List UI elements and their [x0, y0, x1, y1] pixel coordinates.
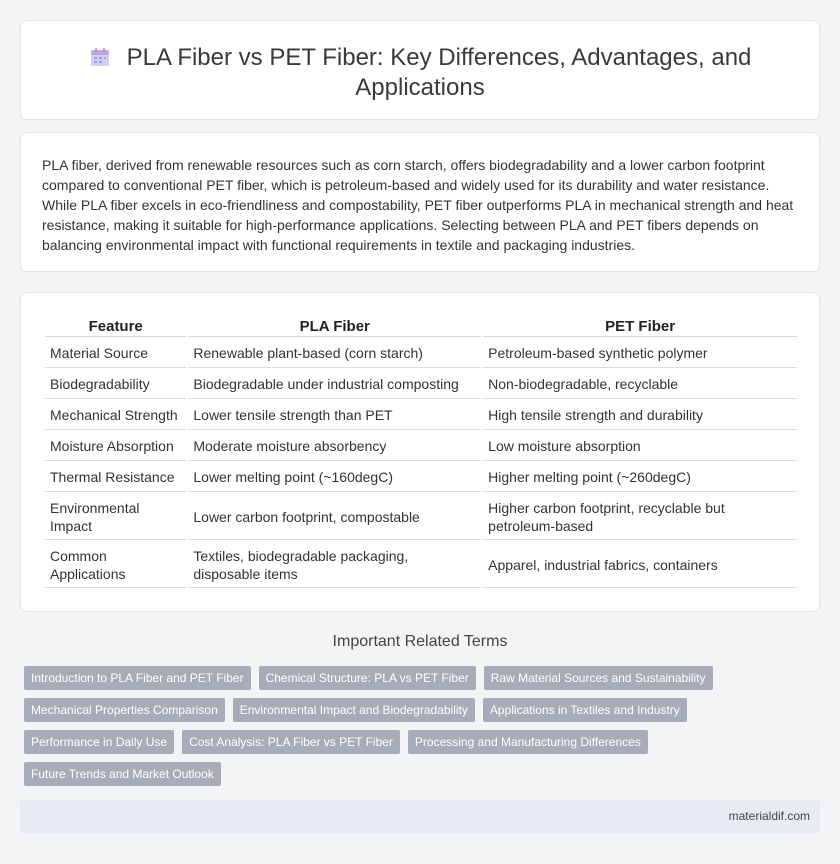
- related-term-tag[interactable]: Processing and Manufacturing Differences: [408, 730, 648, 754]
- related-term-tag[interactable]: Raw Material Sources and Sustainability: [484, 666, 713, 690]
- related-term-tag[interactable]: Performance in Daily Use: [24, 730, 174, 754]
- footer-site-link[interactable]: materialdif.com: [728, 809, 810, 823]
- title-card: [20, 20, 820, 120]
- header-pet-fiber: PET Fiber: [483, 317, 797, 337]
- related-term-tag[interactable]: Environmental Impact and Biodegradability: [233, 698, 475, 722]
- related-term-tag[interactable]: Mechanical Properties Comparison: [24, 698, 225, 722]
- pet-cell: Non-biodegradable, recyclable: [483, 370, 797, 399]
- feature-cell: Environmental Impact: [45, 494, 186, 540]
- footer: [20, 800, 820, 833]
- related-term-tag[interactable]: Future Trends and Market Outlook: [24, 762, 221, 786]
- table-row: [45, 432, 797, 461]
- page-title-wrap: [21, 43, 819, 103]
- tag-row: [24, 698, 824, 730]
- comparison-table: [43, 315, 799, 590]
- related-term-tag[interactable]: Cost Analysis: PLA Fiber vs PET Fiber: [182, 730, 400, 754]
- feature-cell: Thermal Resistance: [45, 463, 186, 492]
- table-row: [45, 339, 797, 368]
- comparison-table-card: [20, 292, 820, 612]
- pla-cell: Renewable plant-based (corn starch): [188, 339, 481, 368]
- feature-cell: Common Applications: [45, 542, 186, 588]
- pla-cell: Moderate moisture absorbency: [188, 432, 481, 461]
- pla-cell: Lower carbon footprint, compostable: [188, 494, 481, 540]
- page-title: PLA Fiber vs PET Fiber: Key Differences, Advantages, and Applications: [126, 44, 752, 101]
- feature-cell: Moisture Absorption: [45, 432, 186, 461]
- header-pla-fiber: PLA Fiber: [188, 317, 481, 337]
- table-row: [45, 494, 797, 540]
- pet-cell: Petroleum-based synthetic polymer: [483, 339, 797, 368]
- pet-cell: Apparel, industrial fabrics, containers: [483, 542, 797, 588]
- pet-cell: Low moisture absorption: [483, 432, 797, 461]
- related-term-tag[interactable]: Applications in Textiles and Industry: [483, 698, 687, 722]
- related-term-tag[interactable]: Introduction to PLA Fiber and PET Fiber: [24, 666, 251, 690]
- table-row: [45, 401, 797, 430]
- table-row: [45, 370, 797, 399]
- tag-row: [24, 762, 824, 794]
- intro-card: [20, 132, 820, 272]
- pla-cell: Lower melting point (~160degC): [188, 463, 481, 492]
- feature-cell: Mechanical Strength: [45, 401, 186, 430]
- tag-row: [24, 730, 824, 762]
- tag-row: [24, 666, 824, 698]
- pet-cell: Higher melting point (~260degC): [483, 463, 797, 492]
- pet-cell: High tensile strength and durability: [483, 401, 797, 430]
- related-terms-title: Important Related Terms: [332, 633, 508, 650]
- table-row: [45, 542, 797, 588]
- table-header-row: [45, 317, 797, 337]
- calendar-icon: [89, 46, 111, 68]
- intro-paragraph: PLA fiber, derived from renewable resources such as corn starch, offers biodegradability and a lower carbon footprint compared to conventional PET fiber, which is petroleum-based and widely used for its durability and water resistance. While PLA fiber excels in eco-friendliness and compostability, PET fiber outperforms PLA in mechanical strength and heat resistance, making it suitable for high-performance applications. Selecting between PLA and PET fibers depends on balancing environmental impact with functional requirements in textile and packaging industries.: [42, 157, 794, 253]
- feature-cell: Material Source: [45, 339, 186, 368]
- feature-cell: Biodegradability: [45, 370, 186, 399]
- pla-cell: Biodegradable under industrial composting: [188, 370, 481, 399]
- pla-cell: Textiles, biodegradable packaging, disposable items: [188, 542, 481, 588]
- related-term-tag[interactable]: Chemical Structure: PLA vs PET Fiber: [259, 666, 476, 690]
- header-feature: Feature: [45, 317, 186, 337]
- pla-cell: Lower tensile strength than PET: [188, 401, 481, 430]
- table-row: [45, 463, 797, 492]
- related-terms-tags: [24, 666, 824, 794]
- pet-cell: Higher carbon footprint, recyclable but petroleum-based: [483, 494, 797, 540]
